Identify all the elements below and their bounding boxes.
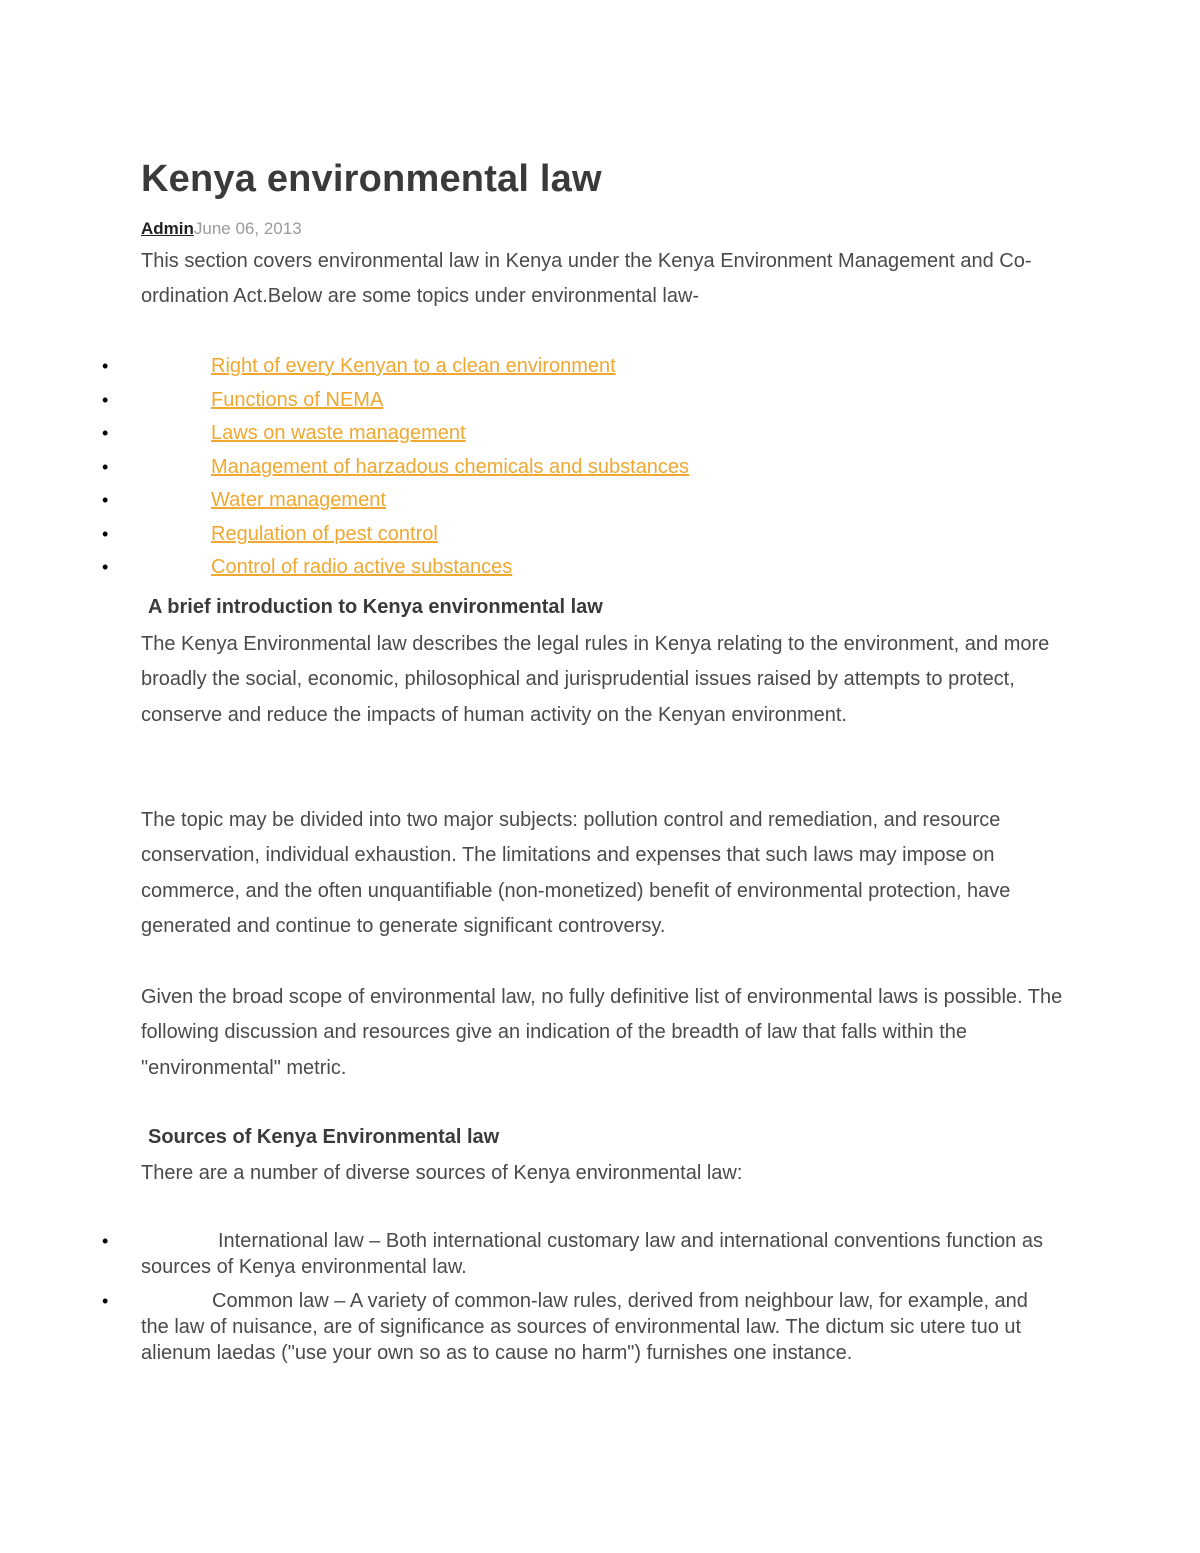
intro-paragraph: This section covers environmental law in Kenya under the Kenya Environment Management and Co-ordination Act.Below are some topics under environmental law-: [141, 250, 1032, 308]
bullet-icon: •: [102, 389, 109, 410]
section-heading-sources: Sources of Kenya Environmental law: [148, 1126, 500, 1148]
section-heading-introduction: A brief introduction to Kenya environmental law: [148, 596, 603, 618]
list-item: [0, 1228, 1200, 1280]
bullet-icon: •: [102, 423, 109, 443]
topic-link-clean-environment[interactable]: Right of every Kenyan to a clean environment: [211, 355, 616, 377]
article-meta: [141, 219, 302, 239]
topic-link-nema-functions[interactable]: Functions of NEMA: [211, 388, 384, 411]
sources-list: [0, 1228, 1200, 1366]
list-item: [0, 1288, 1200, 1366]
bullet-icon: •: [102, 557, 109, 577]
body-paragraph: The Kenya Environmental law describes the legal rules in Kenya relating to the environment, and more broadly the social, economic, philosophical and jurisprudential issues raised by attempts to protect, conserve and reduce the impacts of human activity on the Kenyan environment.: [141, 633, 1050, 726]
topic-link-hazardous-chemicals[interactable]: Management of harzadous chemicals and substances: [211, 455, 690, 478]
body-paragraph: Given the broad scope of environmental law, no fully definitive list of environmental laws is possible. The following discussion and resources give an indication of the breadth of law that falls within the "environmental" metric.: [141, 986, 1063, 1079]
topic-link-radio-active-substances[interactable]: Control of radio active substances: [211, 556, 513, 578]
bullet-icon: •: [102, 490, 109, 510]
bullet-icon: •: [102, 1231, 109, 1251]
article-title: Kenya environmental law: [141, 158, 602, 200]
bullet-icon: •: [102, 456, 109, 477]
sources-intro: There are a number of diverse sources of Kenya environmental law:: [141, 1162, 743, 1184]
post-date: June 06, 2013: [193, 219, 302, 238]
body-paragraph: The topic may be divided into two major subjects: pollution control and remediation, and resource conservation, individual exhaustion. The limitations and expenses that such laws may impose on commerce, and the often unquantifiable (non-monetized) benefit of environmental protection, have generated and continue to generate significant controversy.: [141, 809, 1011, 937]
bullet-icon: •: [102, 1291, 109, 1311]
topic-link-water-management[interactable]: Water management: [211, 489, 386, 511]
source-item-text: International law – Both international customary law and international conventions function as sources of Kenya environmental law.: [141, 1230, 1043, 1278]
source-item-text: Common law – A variety of common-law rules, derived from neighbour law, for example, and the law of nuisance, are of significance as sources of environmental law. The dictum sic utere tuo ut alienum laedas ("use your own so as to cause no harm") furnishes one instance.: [141, 1290, 1028, 1364]
bullet-icon: •: [102, 523, 109, 544]
author-link[interactable]: Admin: [141, 219, 194, 238]
topic-link-pest-control[interactable]: Regulation of pest control: [211, 522, 438, 545]
bullet-icon: •: [102, 356, 109, 376]
topic-link-waste-management[interactable]: Laws on waste management: [211, 422, 466, 444]
